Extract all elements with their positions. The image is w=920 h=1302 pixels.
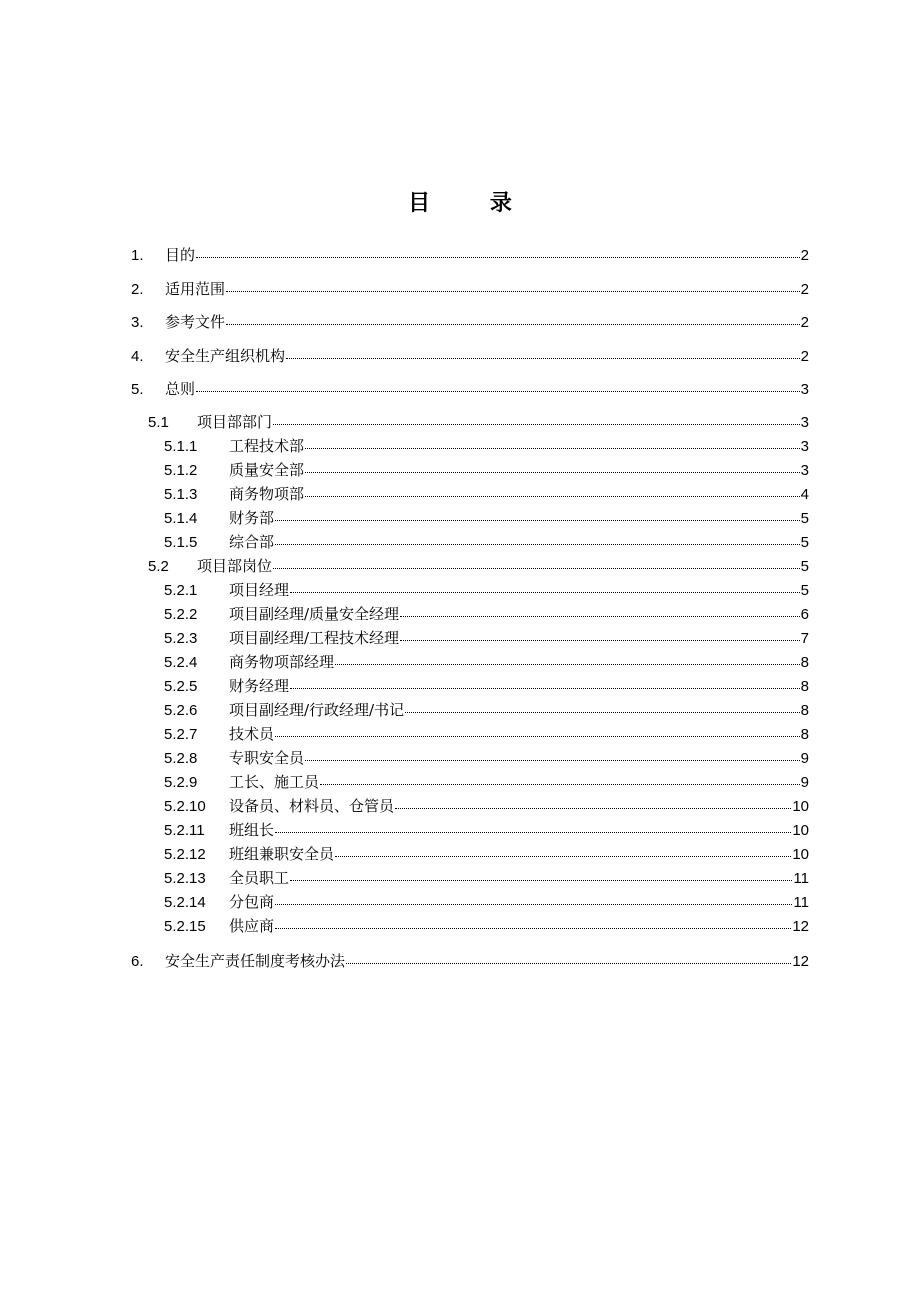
toc-dot-leader xyxy=(273,568,800,569)
toc-dot-leader xyxy=(405,712,800,713)
toc-entry-page: 10 xyxy=(792,822,809,839)
toc-entry[interactable] xyxy=(148,411,809,434)
toc-entry-number: 4. xyxy=(131,348,144,365)
toc-dot-leader xyxy=(275,928,791,929)
toc-dot-leader xyxy=(196,257,800,258)
toc-entry-page: 10 xyxy=(792,798,809,815)
toc-entry-number: 5.1.4 xyxy=(164,510,198,527)
toc-entry-title: 财务部 xyxy=(229,509,275,527)
toc-entry-title: 班组兼职安全员 xyxy=(229,845,335,863)
toc-entry-number: 5.2 xyxy=(148,558,169,575)
toc-entry-page: 2 xyxy=(800,314,809,331)
toc-entry-number: 5.2.1 xyxy=(164,582,198,599)
toc-dot-leader xyxy=(290,880,792,881)
toc-entry[interactable] xyxy=(164,459,809,482)
toc-entry-title: 项目副经理/质量安全经理 xyxy=(229,605,400,623)
toc-entry[interactable] xyxy=(148,555,809,578)
toc-dot-leader xyxy=(196,391,800,392)
toc-entry-title: 工程技术部 xyxy=(229,437,305,455)
toc-entry[interactable] xyxy=(164,435,809,458)
toc-entry[interactable] xyxy=(164,483,809,506)
toc-entry-page: 8 xyxy=(800,726,809,743)
toc-entry-page: 5 xyxy=(800,582,809,599)
toc-entry[interactable] xyxy=(164,891,809,914)
toc-entry-page: 6 xyxy=(800,606,809,623)
toc-dot-leader xyxy=(400,640,800,641)
toc-entry[interactable] xyxy=(131,345,809,368)
toc-entry-page: 12 xyxy=(792,918,809,935)
toc-entry-title: 目的 xyxy=(165,246,196,264)
toc-entry-title: 专职安全员 xyxy=(229,749,305,767)
toc-entry-title: 安全生产责任制度考核办法 xyxy=(165,952,346,970)
toc-dot-leader xyxy=(275,736,800,737)
toc-entry[interactable] xyxy=(164,603,809,626)
toc-entry-title: 财务经理 xyxy=(229,677,290,695)
toc-entry-title: 参考文件 xyxy=(165,313,226,331)
toc-title: 目 录 xyxy=(408,190,538,216)
toc-entry-page: 8 xyxy=(800,702,809,719)
toc-entry-page: 9 xyxy=(800,750,809,767)
toc-entry-title: 商务物项部经理 xyxy=(229,653,335,671)
toc-entry-title: 商务物项部 xyxy=(229,485,305,503)
toc-entry-title: 质量安全部 xyxy=(229,461,305,479)
toc-entry[interactable] xyxy=(131,378,809,401)
toc-entry-title: 设备员、材料员、仓管员 xyxy=(229,797,395,815)
toc-dot-leader xyxy=(275,544,800,545)
toc-entry-page: 11 xyxy=(793,894,809,911)
toc-entry-number: 2. xyxy=(131,281,144,298)
toc-dot-leader xyxy=(273,424,800,425)
toc-entry-title: 分包商 xyxy=(229,893,275,911)
toc-entry[interactable] xyxy=(164,627,809,650)
toc-entry-page: 2 xyxy=(800,281,809,298)
toc-dot-leader xyxy=(335,856,791,857)
toc-dot-leader xyxy=(305,760,800,761)
toc-entry-title: 班组长 xyxy=(229,821,275,839)
toc-dot-leader xyxy=(320,784,800,785)
toc-entry-title: 工长、施工员 xyxy=(229,773,320,791)
toc-entry[interactable] xyxy=(164,771,809,794)
toc-entry-page: 3 xyxy=(800,381,809,398)
toc-entry[interactable] xyxy=(131,278,809,301)
toc-entry-title: 技术员 xyxy=(229,725,275,743)
toc-dot-leader xyxy=(226,291,800,292)
toc-dot-leader xyxy=(305,496,800,497)
toc-entry[interactable] xyxy=(164,579,809,602)
toc-dot-leader xyxy=(305,448,800,449)
toc-entry-number: 5.2.3 xyxy=(164,630,198,647)
toc-entry-title: 安全生产组织机构 xyxy=(165,347,286,365)
toc-entry-number: 1. xyxy=(131,247,144,264)
toc-entry-page: 2 xyxy=(800,348,809,365)
toc-entry-number: 5.2.9 xyxy=(164,774,198,791)
toc-entry-title: 项目部岗位 xyxy=(197,557,273,575)
toc-entry-page: 7 xyxy=(800,630,809,647)
toc-entry[interactable] xyxy=(164,795,809,818)
toc-entry-number: 5.2.10 xyxy=(164,798,206,815)
toc-entry-page: 10 xyxy=(792,846,809,863)
toc-entry-title: 适用范围 xyxy=(165,280,226,298)
toc-dot-leader xyxy=(290,688,800,689)
toc-entry-page: 8 xyxy=(800,654,809,671)
toc-entry[interactable] xyxy=(164,747,809,770)
toc-entry-number: 5.2.5 xyxy=(164,678,198,695)
toc-entry[interactable] xyxy=(164,675,809,698)
toc-entry-number: 6. xyxy=(131,953,144,970)
toc-entry-number: 5.2.15 xyxy=(164,918,206,935)
toc-dot-leader xyxy=(286,358,800,359)
toc-entry[interactable] xyxy=(164,723,809,746)
toc-entry-title: 供应商 xyxy=(229,917,275,935)
toc-entry[interactable] xyxy=(131,311,809,334)
toc-entry[interactable] xyxy=(164,867,809,890)
toc-dot-leader xyxy=(275,904,792,905)
toc-entry-number: 5.2.7 xyxy=(164,726,198,743)
toc-entry-page: 3 xyxy=(800,462,809,479)
toc-entry-number: 5.2.11 xyxy=(164,822,205,839)
toc-entry-title: 项目部部门 xyxy=(197,413,273,431)
toc-entry-number: 3. xyxy=(131,314,144,331)
toc-entry[interactable] xyxy=(164,819,809,842)
toc-entry[interactable] xyxy=(164,651,809,674)
toc-entry[interactable] xyxy=(131,950,809,973)
toc-entry[interactable] xyxy=(164,507,809,530)
toc-entry-number: 5.2.13 xyxy=(164,870,206,887)
toc-dot-leader xyxy=(400,616,800,617)
toc-dot-leader xyxy=(305,472,800,473)
toc-entry-page: 5 xyxy=(800,558,809,575)
toc-entry-page: 9 xyxy=(800,774,809,791)
toc-entry-number: 5.2.4 xyxy=(164,654,198,671)
toc-dot-leader xyxy=(275,832,791,833)
toc-dot-leader xyxy=(335,664,800,665)
toc-entry-page: 5 xyxy=(800,534,809,551)
toc-entry-number: 5.2.8 xyxy=(164,750,198,767)
toc-entry[interactable] xyxy=(164,699,809,722)
toc-entry-title: 全员职工 xyxy=(229,869,290,887)
toc-entry[interactable] xyxy=(164,915,809,938)
toc-entry-title: 总则 xyxy=(165,380,196,398)
toc-entry-page: 12 xyxy=(792,953,809,970)
toc-entry-number: 5.2.14 xyxy=(164,894,206,911)
toc-entry-page: 2 xyxy=(800,247,809,264)
toc-dot-leader xyxy=(290,592,800,593)
toc-entry-number: 5.1.3 xyxy=(164,486,198,503)
toc-entry-number: 5.1.1 xyxy=(164,438,198,455)
toc-entry-title: 项目副经理/工程技术经理 xyxy=(229,629,400,647)
toc-dot-leader xyxy=(395,808,791,809)
toc-entry-page: 8 xyxy=(800,678,809,695)
toc-dot-leader xyxy=(226,324,800,325)
toc-entry-page: 4 xyxy=(800,486,809,503)
toc-entry-title: 综合部 xyxy=(229,533,275,551)
toc-dot-leader xyxy=(346,963,791,964)
toc-entry-number: 5.1.5 xyxy=(164,534,198,551)
toc-entry-number: 5.1.2 xyxy=(164,462,198,479)
toc-entry-number: 5.2.6 xyxy=(164,702,198,719)
toc-entry[interactable] xyxy=(131,244,809,267)
toc-entry-number: 5.1 xyxy=(148,414,169,431)
toc-entry-page: 3 xyxy=(800,438,809,455)
toc-entry[interactable] xyxy=(164,843,809,866)
toc-entry-page: 5 xyxy=(800,510,809,527)
toc-dot-leader xyxy=(275,520,800,521)
toc-entry-title: 项目经理 xyxy=(229,581,290,599)
toc-entry-page: 3 xyxy=(800,414,809,431)
toc-entry-number: 5.2.12 xyxy=(164,846,206,863)
toc-entry[interactable] xyxy=(164,531,809,554)
toc-entry-page: 11 xyxy=(793,870,809,887)
toc-entry-title: 项目副经理/行政经理/书记 xyxy=(229,701,405,719)
toc-entry-number: 5.2.2 xyxy=(164,606,198,623)
toc-entry-number: 5. xyxy=(131,381,144,398)
